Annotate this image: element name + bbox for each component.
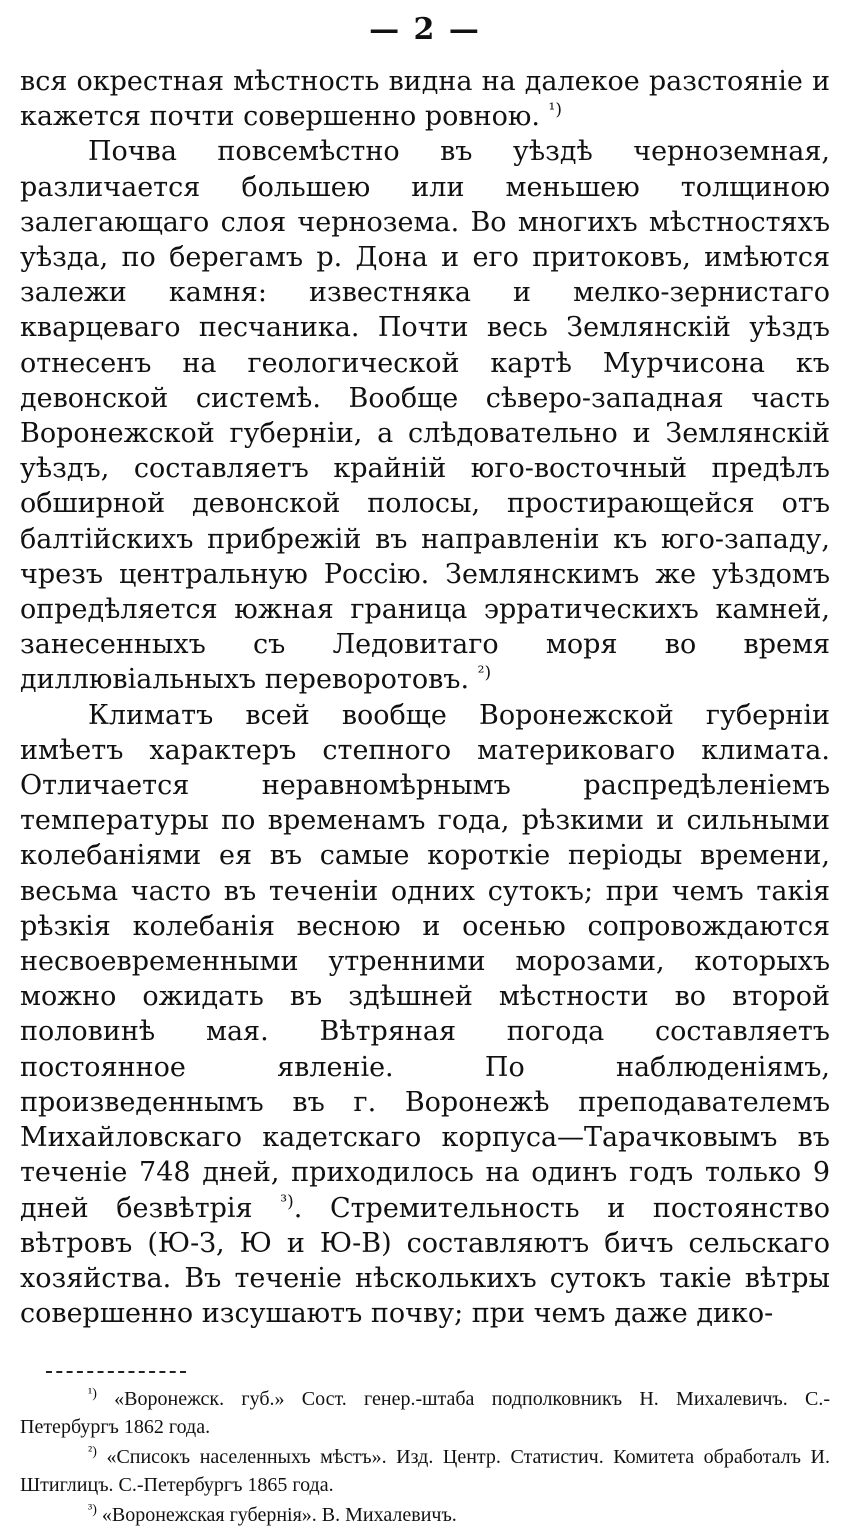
footnote-1 [20,1385,830,1441]
paragraph-3 [20,698,830,1332]
body-text [20,64,830,1331]
footnote-2 [20,1443,830,1499]
footnotes [20,1385,830,1529]
footnote-3-text: «Воронежская губернія». В. Михалевичъ. [101,1504,457,1527]
paragraph-2-text: Почва повсемѣстно въ уѣздѣ черноземная, различается большею или меньшею толщиною залегающаго слоя чернозема. Во многихъ мѣстностяхъ уѣзда, по берегамъ р. Дона и его притоковъ, имѣются залежи камня: известняка и мелко-зернистаго кварцеваго песчаника. Почти весь Землянскій уѣздъ отнесенъ на геологической картѣ Мурчисона къ девонской системѣ. Вообще сѣверо-западная часть Воронежской губерніи, а слѣдовательно и Землянскій уѣздъ, составляетъ крайній юго-восточный предѣлъ обширной девонской полосы, простирающейся отъ балтійскихъ прибрежій въ направленіи къ юго-западу, чрезъ центральную Россію. Землянскимъ же уѣздомъ опредѣляется южная граница эрратическихъ камней, занесенныхъ съ Ледовитаго моря во время диллювіальныхъ переворотовъ. [20,136,830,696]
page-number: — 2 — [369,12,481,47]
footnote-2-mark: ²) [88,1444,97,1460]
paragraph-2 [20,134,830,697]
footnote-1-text: «Воронежск. губ.» Сост. генер.-штаба подполковникъ Н. Михалевичъ. С.-Петербургъ 1862 года. [20,1388,831,1439]
footnote-ref-3: ³) [280,1191,294,1212]
paragraph-1 [20,64,830,134]
footnote-ref-2: ²) [477,663,492,684]
paragraph-3-tail: . Стремительность и постоянство вѣтровъ (Ю-З, Ю и Ю-В) составляютъ бичъ сельскаго хозяйства. Въ теченіе нѣсколькихъ сутокъ такіе вѣтры совершенно изсушаютъ почву; при чемъ даже дико- [20,1192,830,1330]
footnote-3-mark: ³) [88,1502,97,1518]
footnote-3 [20,1501,830,1529]
footnote-ref-1: ¹) [548,100,562,121]
footnote-1-mark: ¹) [88,1386,97,1402]
paragraph-1-text: вся окрестная мѣстность видна на далекое разстояніе и кажется почти совершенно ровною. [20,66,830,133]
footnote-divider [46,1371,186,1373]
footnote-2-text: «Списокъ населенныхъ мѣстъ». Изд. Центр. Статистич. Комитета обработалъ И. Штиглицъ. С.-Петербургъ 1865 года. [20,1446,830,1497]
paragraph-3-text: Климатъ всей вообще Воронежской губерніи имѣетъ характеръ степного материковаго климата. Отличается неравномѣрнымъ распредѣленіемъ температуры по временамъ года, рѣзкими и сильными колебаніями ея въ самые короткіе періоды времени, весьма часто въ теченіи одних сутокъ; при чемъ такія рѣзкія колебанія весною и осенью сопровождаются несвоевременными утренними морозами, которыхъ можно ожидать въ здѣшней мѣстности во второй половинѣ мая. Вѣтряная погода составляетъ постоянное явленіе. По наблюденіямъ, произведеннымъ въ г. Воронежѣ преподавателемъ Михайловскаго кадетскаго корпуса—Тарачковымъ въ теченіе 748 дней, приходилось на одинъ годъ только 9 дней безвѣтрія [20,699,830,1224]
